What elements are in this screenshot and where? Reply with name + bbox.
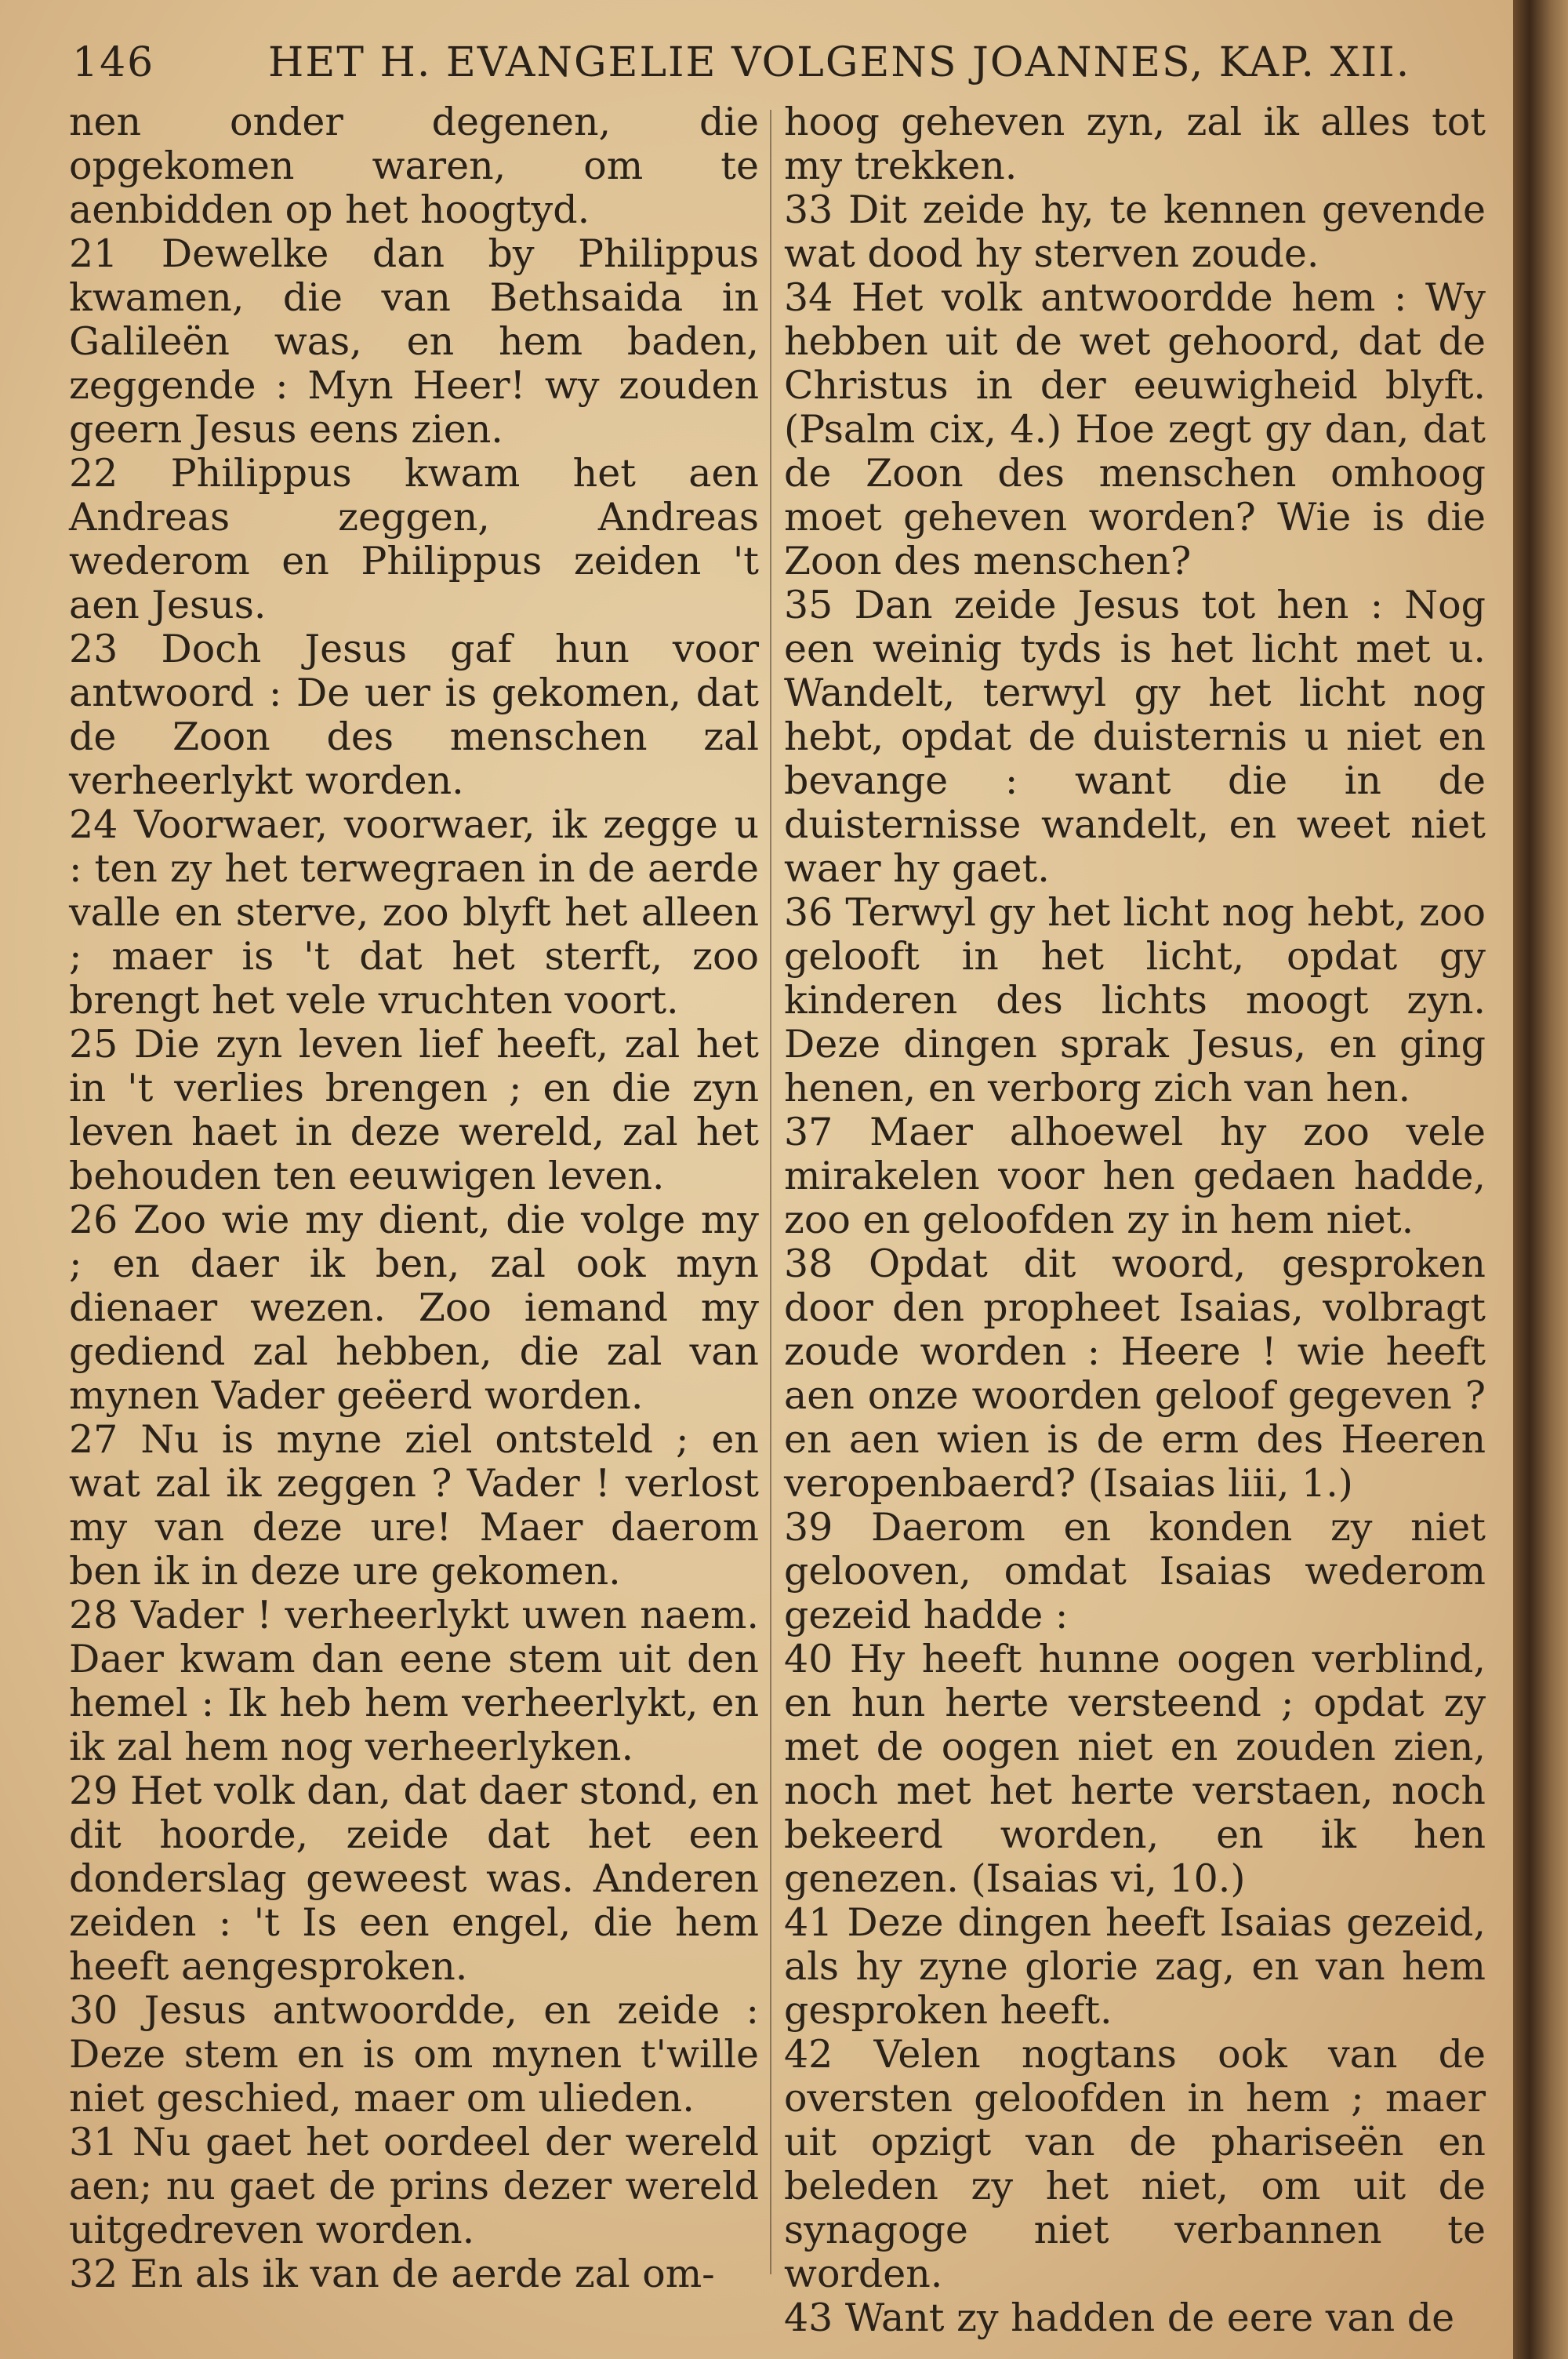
- right-text-column: [784, 100, 1486, 2340]
- running-title: HET H. EVANGELIE VOLGENS JOANNES, KAP. XII.: [268, 39, 1411, 86]
- verse-paragraph: 41 Deze dingen heeft Isaias gezeid, als hy zyne glorie zag, en van hem gesproken heeft.: [784, 1900, 1486, 2033]
- verse-paragraph: 27 Nu is myne ziel ontsteld ; en wat zal ik zeggen ? Vader ! verlost my van deze ure! Maer daerom ben ik in deze ure gekomen.: [69, 1417, 759, 1594]
- verse-paragraph: 39 Daerom en konden zy niet gelooven, omdat Isaias wederom gezeid hadde :: [784, 1505, 1486, 1637]
- verse-paragraph: 38 Opdat dit woord, gesproken door den propheet Isaias, volbragt zoude worden : Heere ! wie heeft aen onze woorden geloof gegeven ? en aen wien is de erm des Heeren veropenbaerd? (Isaias liii, 1.): [784, 1241, 1486, 1506]
- verse-paragraph: 31 Nu gaet het oordeel der wereld aen; nu gaet de prins dezer wereld uitgedreven worden.: [69, 2120, 759, 2252]
- column-divider: [770, 110, 771, 2274]
- verse-paragraph: 29 Het volk dan, dat daer stond, en dit hoorde, zeide dat het een donderslag geweest was. Anderen zeiden : 't Is een engel, die hem heeft aengesproken.: [69, 1768, 759, 1989]
- book-spine-shadow: [1513, 0, 1568, 2359]
- verse-paragraph: 24 Voorwaer, voorwaer, ik zegge u : ten zy het terwegraen in de aerde valle en sterve, zoo blyft het alleen ; maer is 't dat het sterft, zoo brengt het vele vruchten voort.: [69, 802, 759, 1023]
- verse-paragraph: 33 Dit zeide hy, te kennen gevende wat dood hy sterven zoude.: [784, 187, 1486, 276]
- verse-paragraph: hoog geheven zyn, zal ik alles tot my trekken.: [784, 100, 1486, 188]
- verse-paragraph: 30 Jesus antwoordde, en zeide : Deze stem en is om mynen t'wille niet geschied, maer om ulieden.: [69, 1988, 759, 2121]
- page-number: 146: [72, 39, 155, 86]
- verse-paragraph: nen onder degenen, die opgekomen waren, om te aenbidden op het hoogtyd.: [69, 100, 759, 232]
- page-header: [72, 31, 1491, 94]
- verse-paragraph: 42 Velen nogtans ook van de oversten geloofden in hem ; maer uit opzigt van de phariseën en beleden zy het niet, om uit de synagoge niet verbannen te worden.: [784, 2032, 1486, 2296]
- verse-paragraph: 36 Terwyl gy het licht nog hebt, zoo gelooft in het licht, opdat gy kinderen des lichts moogt zyn. Deze dingen sprak Jesus, en ging henen, en verborg zich van hen.: [784, 890, 1486, 1110]
- left-text-column: [69, 100, 759, 2296]
- verse-paragraph: 26 Zoo wie my dient, die volge my ; en daer ik ben, zal ook myn dienaer wezen. Zoo iemand my gediend zal hebben, die zal van mynen Vader geëerd worden.: [69, 1198, 759, 1418]
- verse-paragraph: 28 Vader ! verheerlykt uwen naem. Daer kwam dan eene stem uit den hemel : Ik heb hem verheerlykt, en ik zal hem nog verheerlyken.: [69, 1593, 759, 1769]
- verse-paragraph: 22 Philippus kwam het aen Andreas zeggen, Andreas wederom en Philippus zeiden 't aen Jesus.: [69, 451, 759, 627]
- verse-paragraph: 32 En als ik van de aerde zal om-: [69, 2252, 715, 2296]
- verse-paragraph: 35 Dan zeide Jesus tot hen : Nog een weinig tyds is het licht met u. Wandelt, terwyl gy het licht nog hebt, opdat de duisternis u niet en bevange : want die in de duisternisse wandelt, en weet niet waer hy gaet.: [784, 583, 1486, 891]
- verse-paragraph: 40 Hy heeft hunne oogen verblind, en hun herte versteend ; opdat zy met de oogen niet en zouden zien, noch met het herte verstaen, noch bekeerd worden, en ik hen genezen. (Isaias vi, 10.): [784, 1637, 1486, 1901]
- verse-paragraph: 21 Dewelke dan by Philippus kwamen, die van Bethsaida in Galileën was, en hem baden, zeggende : Myn Heer! wy zouden geern Jesus eens zien.: [69, 231, 759, 452]
- verse-paragraph: 25 Die zyn leven lief heeft, zal het in 't verlies brengen ; en die zyn leven haet in deze wereld, zal het behouden ten eeuwigen leven.: [69, 1022, 759, 1198]
- verse-paragraph: 37 Maer alhoewel hy zoo vele mirakelen voor hen gedaen hadde, zoo en geloofden zy in hem niet.: [784, 1110, 1486, 1242]
- verse-paragraph: 34 Het volk antwoordde hem : Wy hebben uit de wet gehoord, dat de Christus in der eeuwigheid blyft. (Psalm cix, 4.) Hoe zegt gy dan, dat de Zoon des menschen omhoog moet geheven worden? Wie is die Zoon des menschen?: [784, 275, 1486, 583]
- verse-paragraph: 43 Want zy hadden de eere van de: [784, 2295, 1455, 2340]
- verse-paragraph: 23 Doch Jesus gaf hun voor antwoord : De uer is gekomen, dat de Zoon des menschen zal verheerlykt worden.: [69, 627, 759, 803]
